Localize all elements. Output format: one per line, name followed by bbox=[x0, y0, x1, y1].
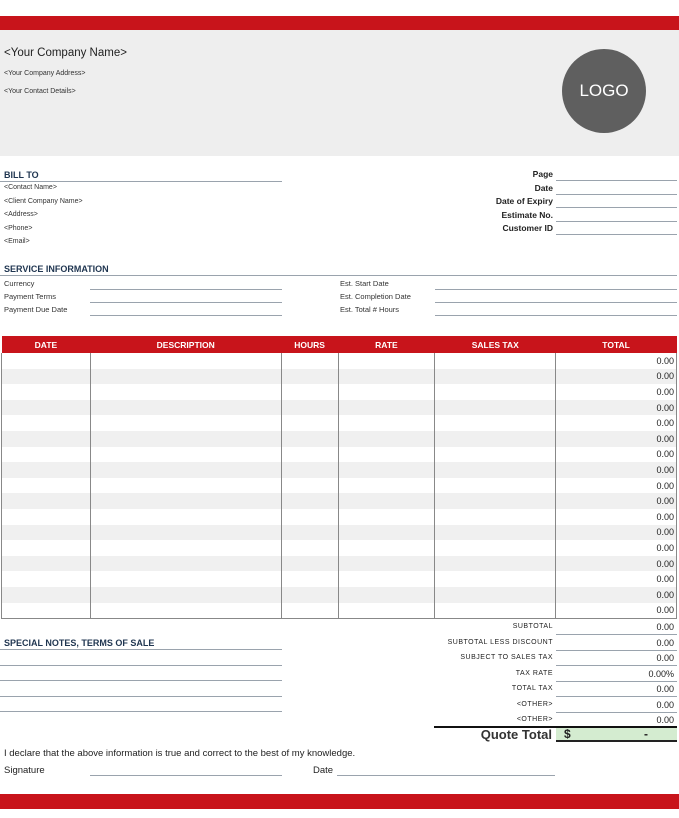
table-cell[interactable] bbox=[435, 353, 556, 369]
service-label: Payment Due Date bbox=[4, 305, 68, 314]
meta-field-0[interactable] bbox=[556, 180, 677, 181]
table-cell[interactable] bbox=[338, 431, 435, 447]
summary-field bbox=[556, 650, 677, 651]
table-cell[interactable] bbox=[281, 493, 338, 509]
service-field[interactable] bbox=[435, 302, 677, 303]
service-field[interactable] bbox=[435, 289, 677, 290]
table-cell[interactable] bbox=[90, 462, 281, 478]
table-cell[interactable] bbox=[435, 415, 556, 431]
summary-value: 0.00 bbox=[656, 653, 674, 663]
quote-total-cell bbox=[556, 728, 677, 742]
table-cell[interactable] bbox=[435, 400, 556, 416]
table-cell[interactable] bbox=[435, 603, 556, 619]
table-row bbox=[2, 447, 677, 463]
summary-field bbox=[556, 681, 677, 682]
meta-field-4[interactable] bbox=[556, 234, 677, 235]
notes-line[interactable] bbox=[0, 649, 282, 650]
table-cell[interactable] bbox=[2, 478, 91, 494]
table-cell[interactable] bbox=[281, 509, 338, 525]
table-cell[interactable] bbox=[90, 431, 281, 447]
table-cell[interactable] bbox=[90, 447, 281, 463]
table-cell[interactable] bbox=[338, 353, 435, 369]
table-cell[interactable] bbox=[338, 447, 435, 463]
table-row bbox=[2, 353, 677, 369]
table-row bbox=[2, 587, 677, 603]
table-row bbox=[2, 369, 677, 385]
meta-label: Estimate No. bbox=[501, 209, 553, 220]
table-cell[interactable] bbox=[435, 462, 556, 478]
table-cell[interactable] bbox=[90, 525, 281, 541]
table-cell[interactable] bbox=[338, 587, 435, 603]
table-cell[interactable] bbox=[2, 447, 91, 463]
bill-to-line: <Email> bbox=[4, 238, 30, 245]
quote-total-label: Quote Total bbox=[480, 727, 552, 742]
table-row bbox=[2, 603, 677, 619]
column-header: DATE bbox=[2, 336, 91, 353]
notes-line[interactable] bbox=[0, 665, 282, 666]
row-total[interactable]: 0.00 bbox=[556, 353, 677, 369]
notes-line[interactable] bbox=[0, 696, 282, 697]
table-row bbox=[2, 493, 677, 509]
table-cell[interactable] bbox=[2, 353, 91, 369]
row-total[interactable]: 0.00 bbox=[556, 447, 677, 463]
service-field[interactable] bbox=[90, 302, 282, 303]
summary-label: TOTAL TAX bbox=[511, 685, 553, 692]
notes-line[interactable] bbox=[0, 711, 282, 712]
table-cell[interactable] bbox=[2, 540, 91, 556]
table-cell[interactable] bbox=[2, 384, 91, 400]
service-label: Payment Terms bbox=[4, 292, 56, 301]
summary-label: SUBJECT TO SALES TAX bbox=[460, 654, 553, 661]
service-label: Est. Start Date bbox=[340, 279, 389, 288]
declaration: I declare that the above information is true and correct to the best of my knowledge. bbox=[4, 748, 356, 759]
row-total[interactable]: 0.00 bbox=[556, 603, 677, 619]
table-row bbox=[2, 556, 677, 572]
table-cell[interactable] bbox=[281, 603, 338, 619]
signature-label: Signature bbox=[4, 765, 45, 776]
row-total[interactable]: 0.00 bbox=[556, 571, 677, 587]
table-cell[interactable] bbox=[281, 384, 338, 400]
row-total[interactable]: 0.00 bbox=[556, 478, 677, 494]
table-cell[interactable] bbox=[338, 478, 435, 494]
table-cell[interactable] bbox=[2, 493, 91, 509]
table-cell[interactable] bbox=[90, 478, 281, 494]
table-cell[interactable] bbox=[2, 415, 91, 431]
summary-label: SUBTOTAL bbox=[512, 623, 553, 630]
table-cell[interactable] bbox=[90, 509, 281, 525]
notes-line[interactable] bbox=[0, 680, 282, 681]
row-total[interactable]: 0.00 bbox=[556, 587, 677, 603]
bill-to-line: <Contact Name> bbox=[4, 184, 57, 191]
table-row bbox=[2, 431, 677, 447]
table-cell[interactable] bbox=[90, 603, 281, 619]
meta-label: Page bbox=[532, 169, 553, 179]
table-cell[interactable] bbox=[281, 400, 338, 416]
company-name: <Your Company Name> bbox=[4, 47, 127, 59]
table-cell[interactable] bbox=[435, 556, 556, 572]
summary-value: 0.00 bbox=[656, 684, 674, 694]
summary-value: 0.00 bbox=[656, 637, 674, 648]
table-cell[interactable] bbox=[338, 415, 435, 431]
table-cell[interactable] bbox=[281, 431, 338, 447]
table-row bbox=[2, 509, 677, 525]
row-total[interactable]: 0.00 bbox=[556, 556, 677, 572]
table-cell[interactable] bbox=[338, 369, 435, 385]
summary-label: SUBTOTAL LESS DISCOUNT bbox=[447, 638, 553, 646]
table-cell[interactable] bbox=[338, 384, 435, 400]
top-red-bar bbox=[0, 16, 679, 30]
table-row bbox=[2, 415, 677, 431]
table-cell[interactable] bbox=[90, 556, 281, 572]
row-total[interactable]: 0.00 bbox=[556, 400, 677, 416]
table-cell[interactable] bbox=[281, 369, 338, 385]
table-cell[interactable] bbox=[435, 509, 556, 525]
divider bbox=[0, 181, 282, 182]
table-cell[interactable] bbox=[90, 540, 281, 556]
column-header: DESCRIPTION bbox=[90, 336, 281, 353]
table-cell[interactable] bbox=[281, 571, 338, 587]
summary-label: TAX RATE bbox=[515, 669, 553, 677]
column-header: HOURS bbox=[281, 336, 338, 353]
bill-to-line: <Address> bbox=[4, 211, 38, 218]
currency-symbol: $ bbox=[564, 727, 571, 741]
column-header: RATE bbox=[338, 336, 435, 353]
bill-to-line: <Client Company Name> bbox=[4, 197, 83, 205]
row-total[interactable]: 0.00 bbox=[556, 431, 677, 447]
table-row bbox=[2, 478, 677, 494]
table-row bbox=[2, 525, 677, 541]
table-row bbox=[2, 540, 677, 556]
line-items-table bbox=[1, 336, 677, 619]
table-cell[interactable] bbox=[2, 525, 91, 541]
row-total[interactable]: 0.00 bbox=[556, 415, 677, 431]
service-field[interactable] bbox=[90, 289, 282, 290]
summary-value: 0.00 bbox=[656, 715, 674, 725]
meta-field-3[interactable] bbox=[556, 221, 677, 222]
table-cell[interactable] bbox=[338, 462, 435, 478]
table-cell[interactable] bbox=[90, 571, 281, 587]
table-cell[interactable] bbox=[281, 462, 338, 478]
table-cell[interactable] bbox=[90, 415, 281, 431]
table-cell[interactable] bbox=[90, 384, 281, 400]
service-field[interactable] bbox=[90, 315, 282, 316]
column-header: SALES TAX bbox=[435, 336, 556, 353]
table-cell[interactable] bbox=[435, 587, 556, 603]
summary-label: <OTHER> bbox=[516, 700, 553, 708]
summary-field bbox=[556, 696, 677, 697]
company-contact: <Your Contact Details> bbox=[4, 88, 76, 95]
notes-title: SPECIAL NOTES, TERMS OF SALE bbox=[4, 638, 155, 648]
table-cell[interactable] bbox=[281, 540, 338, 556]
table-cell[interactable] bbox=[2, 509, 91, 525]
meta-label: Customer ID bbox=[502, 223, 553, 233]
table-cell[interactable] bbox=[281, 415, 338, 431]
table-cell[interactable] bbox=[281, 556, 338, 572]
table-cell[interactable] bbox=[338, 571, 435, 587]
table-cell[interactable] bbox=[435, 540, 556, 556]
summary-field bbox=[556, 665, 677, 666]
table-cell[interactable] bbox=[338, 525, 435, 541]
signature-field[interactable] bbox=[90, 775, 282, 776]
row-total[interactable]: 0.00 bbox=[556, 493, 677, 509]
table-cell[interactable] bbox=[338, 540, 435, 556]
table-cell[interactable] bbox=[435, 447, 556, 463]
meta-field-1[interactable] bbox=[556, 194, 677, 195]
table-cell[interactable] bbox=[281, 353, 338, 369]
service-field[interactable] bbox=[435, 315, 677, 316]
table-cell[interactable] bbox=[2, 603, 91, 619]
bill-to-line: <Phone> bbox=[4, 224, 33, 232]
meta-field-2[interactable] bbox=[556, 207, 677, 208]
date-label: Date bbox=[313, 765, 334, 776]
summary-field bbox=[556, 712, 677, 713]
table-cell[interactable] bbox=[2, 462, 91, 478]
column-header: TOTAL bbox=[556, 336, 677, 353]
service-label: Est. Total # Hours bbox=[340, 305, 400, 314]
table-cell[interactable] bbox=[2, 556, 91, 572]
table-cell[interactable] bbox=[338, 556, 435, 572]
table-cell[interactable] bbox=[2, 400, 91, 416]
date-field[interactable] bbox=[337, 775, 555, 776]
table-cell[interactable] bbox=[2, 431, 91, 447]
table-cell[interactable] bbox=[90, 353, 281, 369]
row-total[interactable]: 0.00 bbox=[556, 462, 677, 478]
table-cell[interactable] bbox=[338, 400, 435, 416]
table-cell[interactable] bbox=[435, 431, 556, 447]
table-cell[interactable] bbox=[90, 493, 281, 509]
table-cell[interactable] bbox=[435, 478, 556, 494]
row-total[interactable]: 0.00 bbox=[556, 509, 677, 525]
table-cell[interactable] bbox=[90, 369, 281, 385]
row-total[interactable]: 0.00 bbox=[556, 384, 677, 400]
table-row bbox=[2, 571, 677, 587]
table-cell[interactable] bbox=[435, 369, 556, 385]
table-cell[interactable] bbox=[338, 509, 435, 525]
table-cell[interactable] bbox=[281, 478, 338, 494]
row-total[interactable]: 0.00 bbox=[556, 369, 677, 385]
bill-to-title: BILL TO bbox=[4, 170, 39, 180]
summary-label: <OTHER> bbox=[516, 716, 553, 723]
logo: LOGO bbox=[562, 49, 646, 133]
table-cell[interactable] bbox=[338, 493, 435, 509]
table-cell[interactable] bbox=[435, 571, 556, 587]
table-cell[interactable] bbox=[435, 525, 556, 541]
summary-value: 0.00 bbox=[656, 699, 674, 710]
table-cell[interactable] bbox=[90, 400, 281, 416]
table-row bbox=[2, 384, 677, 400]
table-cell[interactable] bbox=[2, 571, 91, 587]
table-cell[interactable] bbox=[435, 384, 556, 400]
meta-label: Date bbox=[534, 182, 553, 193]
service-label: Currency bbox=[4, 279, 35, 288]
summary-field bbox=[556, 634, 677, 635]
bottom-red-bar bbox=[0, 794, 679, 809]
summary-value: 0.00% bbox=[648, 668, 674, 679]
service-title: SERVICE INFORMATION bbox=[4, 264, 109, 274]
table-cell[interactable] bbox=[281, 525, 338, 541]
table-cell[interactable] bbox=[2, 369, 91, 385]
table-cell[interactable] bbox=[2, 587, 91, 603]
divider bbox=[0, 275, 677, 276]
meta-label: Date of Expiry bbox=[495, 196, 553, 206]
table-cell[interactable] bbox=[435, 493, 556, 509]
table-cell[interactable] bbox=[281, 447, 338, 463]
table-row bbox=[2, 462, 677, 478]
table-row bbox=[2, 400, 677, 416]
table-cell[interactable] bbox=[281, 587, 338, 603]
table-cell[interactable] bbox=[90, 587, 281, 603]
quote-total-value: - bbox=[644, 727, 648, 741]
company-address: <Your Company Address> bbox=[4, 70, 86, 77]
row-total[interactable]: 0.00 bbox=[556, 525, 677, 541]
row-total[interactable]: 0.00 bbox=[556, 540, 677, 556]
summary-value: 0.00 bbox=[656, 622, 674, 632]
table-cell[interactable] bbox=[338, 603, 435, 619]
service-label: Est. Completion Date bbox=[340, 292, 411, 301]
